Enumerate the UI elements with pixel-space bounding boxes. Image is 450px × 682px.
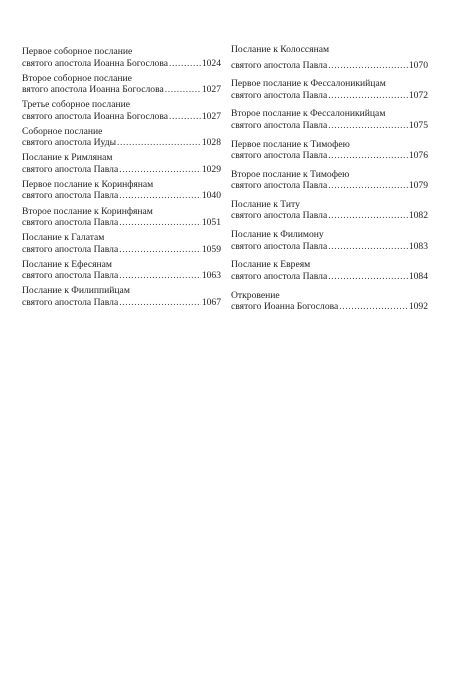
- toc-entry-page: 1083: [408, 240, 428, 252]
- dot-leader: [328, 210, 408, 222]
- toc-entry[interactable]: [231, 199, 428, 222]
- dot-leader: [328, 180, 408, 192]
- toc-entry-title: Третье соборное послание: [22, 99, 131, 111]
- toc-entry[interactable]: [231, 229, 428, 252]
- toc-entry-subtitle: святого апостола Павла: [22, 243, 119, 255]
- toc-entry-subtitle: святого апостола Иоанна Богослова: [22, 57, 169, 69]
- toc-entry-title: Послание к Евреям: [231, 259, 311, 271]
- toc-entry[interactable]: [22, 179, 221, 202]
- toc-entry-subtitle: святого апостола Павла: [22, 296, 119, 308]
- toc-entry-page: 1079: [408, 180, 428, 192]
- toc-entry-subtitle: святого апостола Павла: [22, 190, 119, 202]
- toc-entry-subtitle: святого апостола Павла: [231, 89, 328, 101]
- toc-entry-subtitle: святого апостола Павла: [231, 59, 328, 71]
- toc-entry-page: 1027: [201, 84, 221, 96]
- toc-entry-subtitle: святого апостола Павла: [22, 217, 119, 229]
- toc-entry-subtitle: святого апостола Павла: [231, 270, 328, 282]
- toc-entry[interactable]: [231, 78, 428, 101]
- toc-entry-subtitle: святого апостола Павла: [231, 210, 328, 222]
- toc-entry-title: Откровение: [231, 289, 280, 301]
- toc-entry[interactable]: [22, 152, 221, 175]
- toc-entry[interactable]: [231, 169, 428, 192]
- dot-leader: [165, 84, 201, 96]
- toc-entry[interactable]: [22, 232, 221, 255]
- toc-entry-subtitle: святого апостола Павла: [22, 163, 119, 175]
- toc-entry[interactable]: [22, 46, 221, 69]
- toc-entry-page: 1029: [201, 163, 221, 175]
- toc-entry-page: 1070: [408, 59, 428, 71]
- dot-leader: [339, 301, 408, 313]
- toc-entry-title: Второе послание к Фессалоникийцам: [231, 108, 386, 120]
- toc-entry-page: 1040: [201, 190, 221, 202]
- toc-entry-title: Послание к Ефесянам: [22, 258, 112, 270]
- toc-entry-page: 1063: [201, 270, 221, 282]
- toc-entry-subtitle: святого апостола Иоанна Богослова: [22, 110, 169, 122]
- toc-entry[interactable]: [22, 99, 221, 122]
- toc-entry-title: Второе соборное послание: [22, 72, 132, 84]
- dot-leader: [328, 150, 408, 162]
- toc-entry-title: Соборное послание: [22, 125, 103, 137]
- toc-entry-title: Послание к Филимону: [231, 229, 324, 241]
- toc-entry[interactable]: [231, 290, 428, 313]
- toc-entry-subtitle: святого апостола Павла: [231, 180, 328, 192]
- toc-entry-subtitle: святого апостола Павла: [231, 119, 328, 131]
- toc-entry[interactable]: [22, 206, 221, 229]
- dot-leader: [119, 297, 201, 309]
- toc-entry[interactable]: [231, 139, 428, 162]
- toc-entry[interactable]: [22, 259, 221, 282]
- toc-entry[interactable]: [22, 126, 221, 149]
- toc-entry[interactable]: [22, 73, 221, 96]
- toc-entry-title: Послание к Колоссянам: [231, 44, 330, 55]
- toc-entry-page: 1072: [408, 89, 428, 101]
- dot-leader: [119, 244, 201, 256]
- toc-entry-page: 1084: [408, 270, 428, 282]
- toc-entry[interactable]: [231, 108, 428, 131]
- toc-entry-page: 1059: [201, 243, 221, 255]
- dot-leader: [119, 270, 201, 282]
- toc-entry-page: 1092: [408, 301, 428, 312]
- toc-entry-title: Первое послание к Фессалоникийцам: [231, 78, 386, 90]
- toc-entry-title: Послание к Филиппийцам: [22, 285, 130, 297]
- toc-entry-title: Послание к Галатам: [22, 232, 105, 244]
- toc-entry-page: 1076: [408, 150, 428, 162]
- toc-entry-page: 1027: [201, 110, 221, 122]
- toc-entry-title: Послание к Титу: [231, 198, 300, 210]
- toc-entry-page: 1067: [201, 296, 221, 308]
- dot-leader: [119, 217, 201, 229]
- toc-entry-title: Первое послание к Коринфянам: [22, 178, 154, 190]
- toc-entry-subtitle: святого апостола Павла: [231, 150, 328, 162]
- toc-entry-title: Послание к Римлянам: [22, 152, 113, 164]
- toc-entry-subtitle: святого апостола Иуды: [22, 137, 117, 149]
- toc-entry-subtitle: святого апостола Павла: [231, 240, 328, 252]
- toc-entry-subtitle: святого апостола Павла: [22, 270, 119, 282]
- dot-leader: [169, 58, 201, 70]
- dot-leader: [119, 164, 201, 176]
- toc-entry[interactable]: [231, 44, 428, 71]
- toc-entry-page: 1082: [408, 210, 428, 222]
- dot-leader: [117, 137, 201, 149]
- toc-entry-subtitle: святого Иоанна Богослова: [231, 301, 339, 312]
- dot-leader: [119, 190, 201, 202]
- toc-left-column: [22, 46, 221, 312]
- toc-entry-title: Второе послание к Коринфянам: [22, 205, 153, 217]
- toc-entry-title: Второе послание к Тимофею: [231, 168, 350, 180]
- dot-leader: [328, 241, 408, 253]
- toc-entry-title: Первое соборное послание: [22, 46, 133, 57]
- toc-entry[interactable]: [231, 259, 428, 282]
- toc-right-column: [231, 44, 428, 320]
- toc-entry-title: Первое послание к Тимофею: [231, 138, 350, 150]
- toc-entry[interactable]: [22, 285, 221, 308]
- toc-entry-subtitle: вятого апостола Иоанна Богослова: [22, 84, 164, 96]
- toc-entry-page: 1024: [201, 57, 221, 69]
- toc-entry-page: 1051: [201, 217, 221, 229]
- toc-entry-page: 1075: [408, 119, 428, 131]
- dot-leader: [328, 120, 408, 132]
- toc-entry-page: 1028: [201, 137, 221, 149]
- dot-leader: [328, 271, 408, 283]
- dot-leader: [328, 60, 408, 72]
- dot-leader: [328, 90, 408, 102]
- dot-leader: [169, 111, 201, 123]
